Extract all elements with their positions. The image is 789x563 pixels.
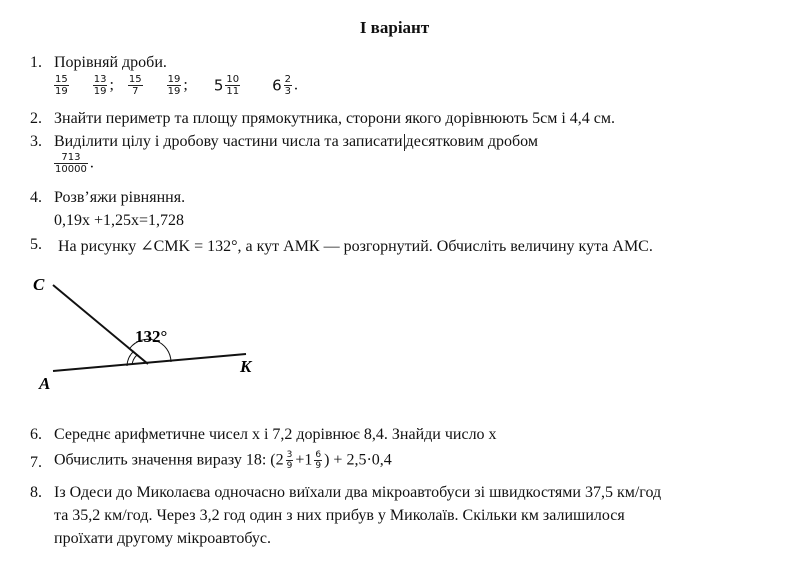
task-8-line-2: та 35,2 км/год. Через 3,2 год один з них прибув у Миколаїв. Скільки км залишилося	[54, 507, 625, 524]
task-6-text: Середнє арифметичне чисел х і 7,2 дорівнює 8,4. Знайди число х	[54, 426, 497, 443]
task-3-fraction: $\frac{713}{10000}$ .	[55, 152, 94, 175]
ray-mc	[53, 285, 148, 364]
task-4-number: 4.	[30, 189, 42, 206]
task-8-line-1: Із Одеси до Миколаєва одночасно виїхали два мікроавтобуси зі швидкостями 37,5 км/год	[54, 484, 662, 501]
fraction: $\frac{10}{11}$	[226, 74, 240, 97]
task-3-number: 3.	[30, 133, 42, 150]
task-7-number: 7.	[30, 454, 42, 471]
fraction: $\frac{713}{10000}$	[55, 152, 87, 175]
fraction: $\frac{6}{9}$	[315, 450, 322, 471]
task-4-text: Розв’яжи рівняння.	[54, 189, 186, 206]
task-2-text: Знайти периметр та площу прямокутника, сторони якого дорівнюють 5см і 4,4 см.	[54, 110, 616, 127]
angle-label: 132°	[135, 327, 168, 346]
line-ak	[53, 354, 246, 371]
task-1-number: 1.	[30, 54, 42, 71]
task-2-number: 2.	[30, 110, 42, 127]
point-label-c: C	[33, 275, 45, 294]
fraction: $\frac{15}{7}$	[128, 74, 142, 97]
task-3-text: Виділити цілу і дробову частини числа та записати десятковим дробом	[54, 133, 538, 150]
task-8-line-3: проїхати другому мікроавтобус.	[54, 530, 271, 547]
task-1-fractions: $\frac{15}{19}$ $\frac{13}{19}$ ; $\frac{15}{7}$ $\frac{19}{19}$ ; 5 $\frac{10}{11}$ 6 $\frac{2}{3}$ .	[55, 74, 299, 97]
task-7-expression: Обчислить значення виразу 18: (2 $\frac{3}{9}$ +1 $\frac{6}{9}$ ) + 2,5·0,4	[54, 450, 392, 471]
fraction: $\frac{15}{19}$	[55, 74, 68, 97]
page-title: І варіант	[359, 18, 430, 37]
task-8-number: 8.	[30, 484, 42, 501]
task-5-text: На рисунку ∠CMK = 132°, а кут АMК — розгорнутий. Обчисліть величину кута AMC.	[58, 238, 653, 255]
fraction: $\frac{3}{9}$	[286, 450, 293, 471]
task-6-number: 6.	[30, 426, 42, 443]
task-1-text: Порівняй дроби.	[54, 54, 167, 71]
point-label-a: A	[39, 374, 51, 393]
fraction: $\frac{13}{19}$	[93, 74, 107, 97]
fraction: $\frac{2}{3}$	[284, 74, 292, 97]
text-cursor	[404, 134, 405, 151]
task-5-number: 5.	[30, 236, 42, 253]
angle-figure	[0, 262, 300, 402]
task-4-equation: 0,19x +1,25x=1,728	[54, 212, 185, 229]
fraction: $\frac{19}{19}$	[167, 74, 181, 97]
point-label-k: K	[240, 357, 252, 376]
